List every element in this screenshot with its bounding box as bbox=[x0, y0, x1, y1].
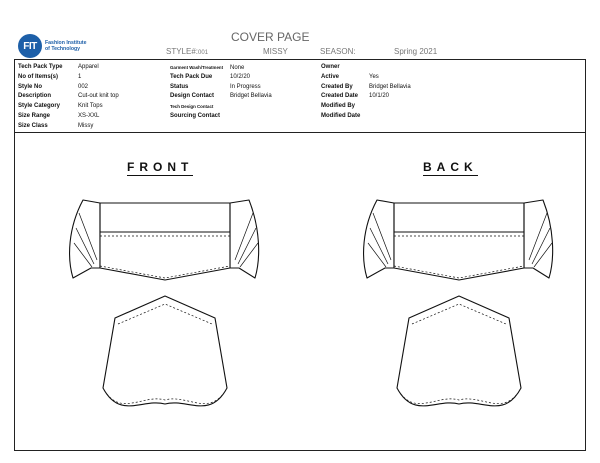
info-label: Garment Wash/Treatment bbox=[170, 65, 224, 70]
info-label: Created Date bbox=[321, 93, 359, 100]
info-row bbox=[18, 73, 119, 83]
right-sleeve bbox=[230, 200, 259, 278]
neckline bbox=[100, 203, 230, 232]
info-value: Apparel bbox=[78, 64, 99, 70]
info-row bbox=[321, 102, 411, 112]
info-label: Size Range bbox=[18, 112, 51, 119]
info-label: Design Contact bbox=[170, 93, 215, 100]
info-row bbox=[18, 83, 119, 93]
back-garment-sketch bbox=[349, 188, 569, 428]
info-column-3 bbox=[321, 63, 411, 122]
info-row bbox=[18, 112, 119, 122]
style-number-field bbox=[166, 47, 208, 56]
info-row bbox=[18, 92, 119, 102]
info-row bbox=[170, 83, 272, 93]
front-label: FRONT bbox=[127, 160, 194, 174]
skirt-peplum bbox=[103, 296, 227, 406]
info-value: Yes bbox=[369, 73, 379, 80]
info-value: 10/1/20 bbox=[369, 93, 390, 100]
info-value: 002 bbox=[78, 83, 89, 90]
season-value: Spring 2021 bbox=[394, 47, 438, 56]
info-table bbox=[15, 60, 585, 133]
info-value: None bbox=[230, 65, 245, 71]
info-row bbox=[321, 63, 411, 73]
info-value: In Progress bbox=[230, 83, 261, 90]
info-column-1 bbox=[18, 63, 119, 132]
info-label: Sourcing Contact bbox=[170, 112, 221, 119]
info-row bbox=[170, 112, 272, 122]
back-label: BACK bbox=[423, 160, 478, 174]
page-title: COVER PAGE bbox=[231, 30, 310, 44]
info-label: Owner bbox=[321, 64, 340, 70]
flat-sketch-area bbox=[15, 132, 585, 450]
info-label: Active bbox=[321, 73, 340, 80]
info-value: 1 bbox=[78, 73, 82, 80]
info-row bbox=[321, 112, 411, 122]
style-number: 001 bbox=[198, 50, 209, 56]
info-value: Missy bbox=[78, 122, 94, 129]
right-sleeve bbox=[524, 200, 553, 278]
info-row bbox=[170, 102, 272, 112]
logo-line-1: Fashion Institute bbox=[45, 40, 87, 46]
bodice bbox=[394, 232, 524, 280]
info-label: Modified Date bbox=[321, 112, 361, 119]
season-label: SEASON: bbox=[320, 47, 356, 56]
info-value: Knit Tops bbox=[78, 103, 103, 110]
info-label: Tech Pack Type bbox=[18, 64, 63, 70]
info-label: Tech Pack Due bbox=[170, 73, 213, 80]
info-label: Style No bbox=[18, 83, 43, 90]
info-row bbox=[321, 73, 411, 83]
info-label: Style Category bbox=[18, 103, 61, 110]
info-label: Modified By bbox=[321, 103, 355, 110]
info-label: Description bbox=[18, 93, 52, 100]
info-row bbox=[18, 122, 119, 132]
info-row bbox=[170, 63, 272, 73]
info-row bbox=[170, 92, 272, 102]
info-label: Tech Design Contact bbox=[170, 104, 214, 110]
skirt-peplum bbox=[397, 296, 521, 406]
neckline bbox=[394, 203, 524, 232]
fit-logo bbox=[18, 34, 87, 58]
logo-text bbox=[45, 40, 87, 52]
info-value: Cut-out knit top bbox=[78, 93, 119, 100]
info-value: XS-XXL bbox=[78, 112, 100, 119]
info-column-2 bbox=[170, 63, 272, 122]
info-row bbox=[18, 63, 119, 73]
info-row bbox=[321, 92, 411, 102]
info-label: Status bbox=[170, 83, 189, 90]
size-class-header: MISSY bbox=[263, 47, 288, 56]
left-sleeve bbox=[364, 200, 394, 278]
logo-line-2: of Technology bbox=[45, 46, 81, 52]
front-garment-sketch bbox=[55, 188, 275, 428]
info-row bbox=[18, 102, 119, 112]
info-value: 10/2/20 bbox=[230, 73, 251, 80]
bodice bbox=[100, 232, 230, 280]
tech-pack-panel bbox=[14, 59, 586, 451]
info-row bbox=[170, 73, 272, 83]
style-label: STYLE#: bbox=[166, 47, 199, 56]
logo-badge: FIT bbox=[18, 34, 42, 58]
info-row bbox=[321, 83, 411, 93]
info-value: Bridget Bellavia bbox=[369, 83, 411, 90]
info-value: Bridget Bellavia bbox=[230, 93, 272, 100]
info-label: Size Class bbox=[18, 122, 48, 129]
info-label: Created By bbox=[321, 83, 353, 90]
info-label: No of Items(s) bbox=[18, 73, 59, 80]
left-sleeve bbox=[70, 200, 100, 278]
